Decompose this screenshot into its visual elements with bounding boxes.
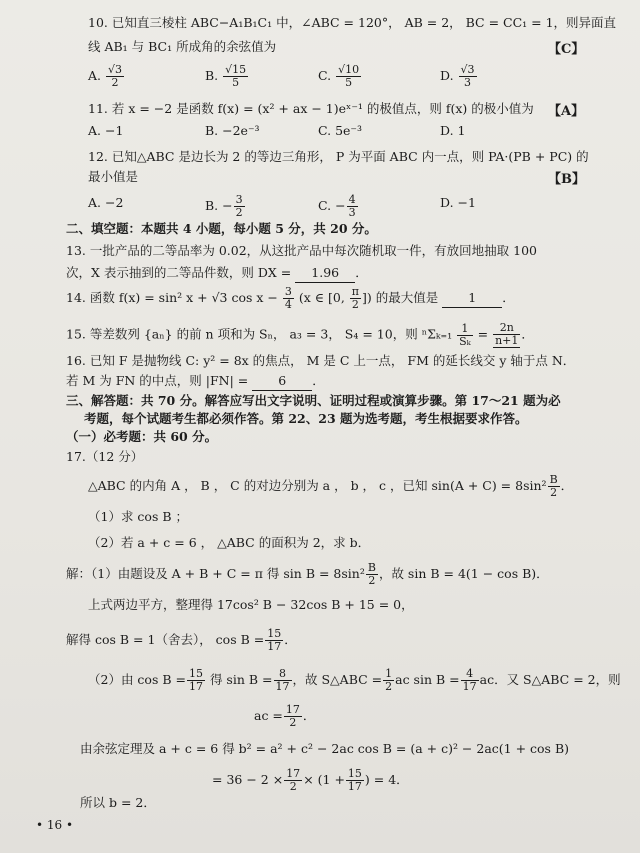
q17-solution-5: ac = $\frac{17}{2}$ ． [254, 703, 316, 729]
q10-option-c: C. $\frac{√10}{5}$ [318, 63, 360, 89]
page-number: • 16 • [36, 818, 74, 832]
q17-header: 17.（12 分） [66, 449, 144, 464]
q14-answer: 1 [442, 289, 502, 308]
q12-line2: 最小值是 [88, 169, 139, 184]
q10-line1: 10. 已知直三棱柱 ABC−A₁B₁C₁ 中，∠ABC = 120°， AB = 2， BC = CC₁ = 1，则异面直 [88, 15, 617, 30]
q12-option-c: C. − $\frac{4}{3}$ [318, 193, 356, 219]
q16-line1: 16. 已知 F 是抛物线 C: y² = 8x 的焦点， M 是 C 上一点， FM 的延长线交 y 轴于点 N． [66, 353, 576, 368]
section-solution-line2: 考题，每个试题考生都必须作答。第 22、23 题为选考题，考生根据要求作答。 [84, 411, 528, 426]
q17-stem: △ABC 的内角 A ， B ， C 的对边分别为 a ， b ， c ，已知 sin(A + C) = 8sin² $\frac{B}{2}$ ． [88, 473, 574, 499]
q16-answer: 6 [252, 372, 312, 391]
q12-line1: 12. 已知△ABC 是边长为 2 的等边三角形， P 为平面 ABC 内一点，则 PA·(PB + PC) 的 [88, 149, 589, 164]
q12-option-d: D. −1 [440, 195, 476, 210]
q11-answer: 【A】 [548, 104, 585, 119]
q11-option-b: B. −2e⁻³ [205, 123, 260, 138]
q13-line1: 13. 一批产品的二等品率为 0.02，从这批产品中每次随机取一件，有放回地抽取 100 [66, 243, 537, 258]
q12-answer: 【B】 [548, 172, 585, 187]
q11-option-a: A. −1 [88, 123, 124, 138]
section-required-title: （一）必考题：共 60 分。 [66, 429, 218, 444]
q17-solution-4: （2）由 cos B = $\frac{15}{17}$ 得 sin B = $\frac{8}{17}$ ，故 S△ABC = $\frac{1}{2}$ ac sin B = $\frac{4}{17}$ ac．又 S△ABC = 2，则 [88, 667, 621, 693]
q13-line2: 次，X 表示抽到的二等品件数，则 DX = 1.96 ． [66, 264, 368, 283]
q17-solution-3: 解得 cos B = 1（舍去）， cos B = $\frac{15}{17}$ ． [66, 627, 297, 653]
q10-answer: 【C】 [548, 42, 585, 57]
section-fill-in-title: 二、填空题：本题共 4 小题，每小题 5 分，共 20 分。 [66, 221, 377, 236]
q17-part2: （2）若 a + c = 6 ， △ABC 的面积为 2，求 b． [88, 535, 371, 550]
q11-option-d: D. 1 [440, 123, 466, 138]
q10-line2: 线 AB₁ 与 BC₁ 所成角的余弦值为 [88, 39, 277, 54]
q15-line: 15. 等差数列 {aₙ} 的前 n 项和为 Sₙ， a₃ = 3， S₄ = 10，则 ⁿΣₖ₌₁ $\frac{1}{\text{Sₖ}}$ = $\frac{2n}{n+1}$ ． [66, 321, 534, 348]
q13-answer: 1.96 [295, 264, 355, 283]
q10-option-b: B. $\frac{√15}{5}$ [205, 63, 247, 89]
q12-option-b: B. − $\frac{3}{2}$ [205, 193, 243, 219]
q12-option-a: A. −2 [88, 195, 124, 210]
q17-solution-7: = 36 − 2 × $\frac{17}{2}$ × (1 + $\frac{15}{17}$ ) = 4． [212, 767, 409, 793]
q14-line: 14. 函数 f(x) = sin² x + √3 cos x − $\frac{3}{4}$ (x ∈ [0, $\frac{\pi}{2}$ ]) 的最大值是 1 ． [66, 285, 515, 311]
q17-solution-2: 上式两边平方，整理得 17cos² B − 32cos B + 15 = 0， [88, 597, 414, 612]
q17-part1: （1）求 cos B ； [88, 509, 189, 524]
q11-option-c: C. 5e⁻³ [318, 123, 363, 138]
q10-option-d: D. $\frac{√3}{3}$ [440, 63, 475, 89]
q17-solution-8: 所以 b = 2． [80, 795, 156, 810]
q11-line1: 11. 若 x = −2 是函数 f(x) = (x² + ax − 1)eˣ⁻¹ 的极值点，则 f(x) 的极小值为 [88, 101, 534, 116]
q15-answer: $\frac{2n}{n+1}$ [495, 321, 519, 347]
section-solution-title: 三、解答题：共 70 分。解答应写出文字说明、证明过程或演算步骤。第 17～21 题为必 [66, 393, 561, 408]
q17-solution-1: 解：（1）由题设及 A + B + C = π 得 sin B = 8sin² $\frac{B}{2}$ ，故 sin B = 4(1 − cos B)． [66, 561, 549, 587]
q16-line2: 若 M 为 FN 的中点，则 |FN| = 6 ． [66, 372, 325, 391]
q10-option-a: A. $\frac{√3}{2}$ [88, 63, 123, 89]
q17-solution-6: 由余弦定理及 a + c = 6 得 b² = a² + c² − 2ac cos B = (a + c)² − 2ac(1 + cos B) [80, 741, 570, 756]
